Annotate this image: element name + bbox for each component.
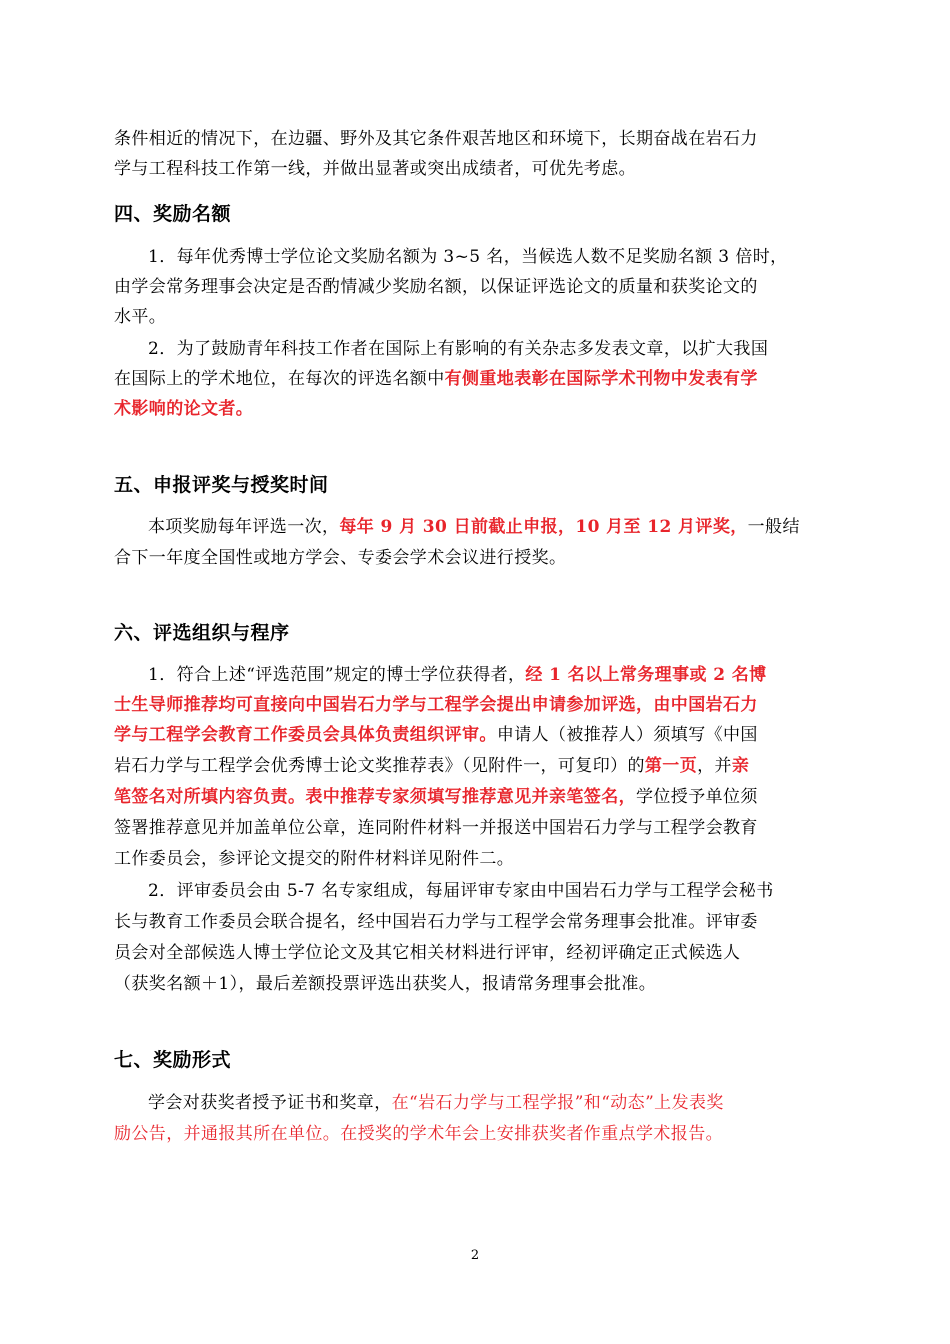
s4-p2-line-2 <box>114 368 836 390</box>
section-6-heading: 六、评选组织与程序 <box>114 622 290 644</box>
s7-line-1 <box>148 1092 836 1114</box>
s7-line-1-text: 学会对获奖者授予证书和奖章， <box>148 1093 392 1113</box>
s6-p1-line-5 <box>114 786 836 808</box>
s6-p1-line-1 <box>148 664 836 686</box>
s6-p1-line-3 <box>114 724 836 746</box>
s6-p1-line-3-text: 申请人（被推荐人）须填写《中国 <box>496 725 758 745</box>
section-4-heading: 四、奖励名额 <box>114 203 232 225</box>
s4-p2-line-3: 术影响的论文者。 <box>114 399 254 419</box>
page-number: 2 <box>470 1248 480 1263</box>
s6-p1-line-1-text: 1．符合上述“评选范围”规定的博士学位获得者， <box>148 665 526 685</box>
s4-p2-line-2-text: 在国际上的学术地位，在每次的评选名额中 <box>114 369 445 389</box>
s6-p1-highlight-1: 经 1 名以上常务理事或 2 名博 <box>525 665 767 685</box>
s6-p1-highlight-3: 笔签名对所填内容负责。表中推荐专家须填写推荐意见并亲笔签名， <box>114 787 636 807</box>
s6-p1-highlight-2: 学与工程学会教育工作委员会具体负责组织评审。 <box>114 725 497 745</box>
section-5-heading: 五、申报评奖与授奖时间 <box>114 474 329 496</box>
s5-line-1-tail: 一般结 <box>747 517 800 537</box>
s5-line-2: 合下一年度全国性或地方学会、专委会学术会议进行授奖。 <box>114 548 567 568</box>
s6-p1-line-6: 签署推荐意见并加盖单位公章，连同附件材料一并报送中国岩石力学与工程学会教育 <box>114 818 758 838</box>
s6-p2-line-2: 长与教育工作委员会联合提名，经中国岩石力学与工程学会常务理事会批准。评审委 <box>114 912 758 932</box>
s5-deadline-highlight: 每年 9 月 30 日前截止申报，10 月至 12 月评奖， <box>339 517 748 537</box>
s6-p2-line-1: 2．评审委员会由 5-7 名专家组成，每届评审专家由中国岩石力学与工程学会秘书 <box>148 881 774 901</box>
s5-line-1-text: 本项奖励每年评选一次， <box>148 517 340 537</box>
s6-p1-line-4 <box>114 755 836 777</box>
s6-p1-line-7: 工作委员会，参评论文提交的附件材料详见附件二。 <box>114 849 515 869</box>
s4-p2-highlight: 有侧重地表彰在国际学术刊物中发表有学 <box>444 369 758 389</box>
s6-p1-line-4-text: 岩石力学与工程学会优秀博士论文奖推荐表》（见附件一，可复印）的 <box>114 756 645 776</box>
intro-line-2: 学与工程科技工作第一线，并做出显著或突出成绩者，可优先考虑。 <box>114 159 636 179</box>
s6-p1-line-5-text: 学位授予单位须 <box>636 787 758 807</box>
s6-p2-line-3: 员会对全部候选人博士学位论文及其它相关材料进行评审，经初评确定正式候选人 <box>114 943 741 963</box>
s6-p1-line-4-end: 亲 <box>731 756 750 776</box>
s6-p2-line-4: （获奖名额＋1），最后差额投票评选出获奖人，报请常务理事会批准。 <box>114 974 657 994</box>
s6-p1-line-2: 士生导师推荐均可直接向中国岩石力学与工程学会提出申请参加评选，由中国岩石力 <box>114 695 758 715</box>
s7-line-2: 励公告，并通报其所在单位。在授奖的学术年会上安排获奖者作重点学术报告。 <box>114 1124 723 1144</box>
s6-p1-line-4-mid: ，并 <box>697 756 732 776</box>
s4-p1-line-3: 水平。 <box>114 307 167 327</box>
s6-p1-first-page: 第一页 <box>644 756 698 776</box>
s5-line-1 <box>148 516 836 538</box>
section-7-heading: 七、奖励形式 <box>114 1049 232 1071</box>
s4-p2-line-1: 2．为了鼓励青年科技工作者在国际上有影响的有关杂志多发表文章，以扩大我国 <box>148 339 769 359</box>
s4-p1-line-1: 1．每年优秀博士学位论文奖励名额为 3~5 名，当候选人数不足奖励名额 3 倍时， <box>148 247 788 267</box>
s7-line-1-red: 在“岩石力学与工程学报”和“动态”上发表奖 <box>391 1093 724 1113</box>
s4-p1-line-2: 由学会常务理事会决定是否酌情减少奖励名额，以保证评选论文的质量和获奖论文的 <box>114 277 758 297</box>
intro-line-1: 条件相近的情况下，在边疆、野外及其它条件艰苦地区和环境下，长期奋战在岩石力 <box>114 129 758 149</box>
